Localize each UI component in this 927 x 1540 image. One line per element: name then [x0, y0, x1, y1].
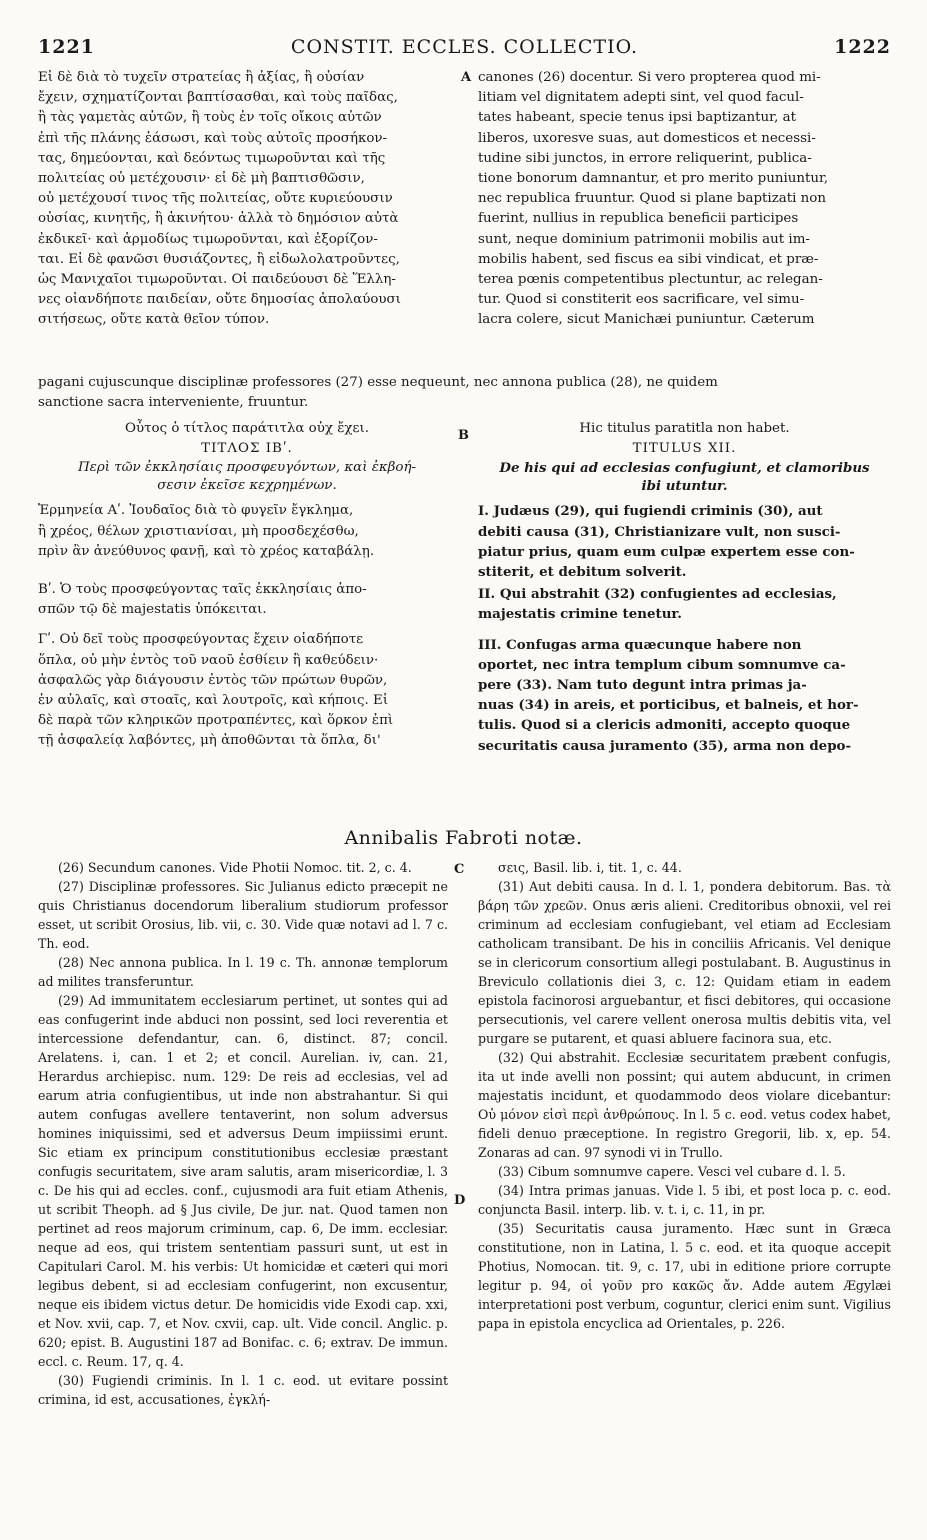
latin-text-line: tulis. Quod si a clericis admoniti, accepto quoque	[478, 717, 851, 734]
greek-text-line: σιτήσεως, οὔτε κατὰ θεῖον τύπον.	[38, 312, 270, 328]
greek-text-line: δὲ παρὰ τῶν κληρικῶν προτραπέντες, καὶ ὅρκον ἐπὶ	[38, 713, 394, 729]
latin-text-line: lacra colere, sicut Manichæi puniuntur. Cæterum	[478, 312, 815, 328]
footnote: (33) Cibum somnumve capere. Vesci vel cubare d. l. 5.	[498, 1164, 846, 1179]
footnote: (26) Secundum canones. Vide Photii Nomoc. tit. 2, c. 4.	[58, 860, 412, 875]
greek-text-line: οὐσίας, κινητῆς, ἢ ἀκινήτου· ἀλλὰ τὸ δημόσιον αὐτὰ	[38, 211, 399, 227]
latin-text-line: debiti causa (31), Christianizare vult, non susci-	[478, 523, 841, 540]
greek-title: ΤΙΤΛΟΣ ΙΒʹ.	[201, 441, 293, 457]
latin-subtitle-2: ibi utuntur.	[641, 478, 728, 495]
full-width-line-1: pagani cujuscunque disciplinæ professores (27) esse nequeunt, nec annona publica (28), ne quidem	[38, 375, 718, 390]
latin-text-line: tur. Quod si constiterit eos sacrificare, vel simu-	[478, 292, 805, 308]
greek-text-line: νες οἱανδήποτε παιδείαν, οὔτε δημοσίας ἀπολαύουσι	[38, 292, 401, 308]
greek-text-line: ἢ τὰς γαμετὰς αὐτῶν, ἢ τοὺς ἐν τοῖς οἴκοις αὐτῶν	[38, 110, 382, 126]
latin-text-line: I. Judæus (29), qui fugiendi criminis (30), aut	[478, 503, 823, 520]
latin-title-section	[478, 419, 891, 756]
latin-text-line: oportet, nec intra templum cibum somnumve ca-	[478, 656, 846, 673]
page-header	[38, 36, 891, 62]
latin-text-line: litiam vel dignitatem adepti sint, vel quod facul-	[478, 90, 804, 106]
latin-text-line: majestatis crimine tenetur.	[478, 606, 682, 623]
greek-text-line: ται. Εἰ δὲ φανῶσι θυσιάζοντες, ἢ εἰδωλολατροῦντες,	[38, 251, 400, 267]
greek-text-line: ἔχειν, σχηματίζονται βαπτίσασθαι, καὶ τοὺς παῖδας,	[38, 90, 398, 106]
latin-text-line: liberos, uxoresve suas, aut domesticos et necessi-	[478, 130, 816, 146]
margin-marker-b: B	[458, 428, 469, 443]
greek-text-line: ἐπὶ τῆς πλάνης ἐάσωσι, καὶ τοὺς αὐτοῖς προσήκον-	[38, 130, 388, 146]
greek-item-1	[38, 501, 456, 562]
greek-paratitla: Οὗτος ὁ τίτλος παράτιτλα οὐχ ἔχει.	[125, 421, 369, 436]
latin-column-top	[478, 68, 891, 331]
latin-text-line: sunt, neque dominium patrimonii mobilis aut im-	[478, 231, 810, 247]
notes-heading: Annibalis Fabroti notæ.	[344, 827, 583, 849]
greek-subtitle-2: σεσιν ἐκεῖσε κεχρημένων.	[157, 478, 337, 494]
latin-text-line: III. Confugas arma quæcunque habere non	[478, 636, 802, 653]
greek-text-line: ὡς Μανιχαῖοι τιμωροῦνται. Οἱ παιδεύουσι δὲ Ἕλλη-	[38, 272, 396, 288]
greek-text-line: πρὶν ἂν ἀνεύθυνος φανῇ, καὶ τὸ χρέος καταβάλῃ.	[38, 543, 375, 559]
greek-text-line: Βʹ. Ὁ τοὺς προσφεύγοντας ταῖς ἐκκλησίαις ἀπο-	[38, 582, 367, 598]
footnote: (29) Ad immunitatem ecclesiarum pertinet, ut sontes qui ad eas confugerint inde abduci non possint, sed loci reverentia et intercessione defendantur, can. 6, distinct. 87; concil. Arelatens. i, can. 1 et 2; et concil. Aurelian. iv, can. 21, Herardus archiepisc. num. 129: De reis ad ecclesias, vel ad earum atria confugientibus, ut inde non abstrahantur. Si qui autem confugas avellere tentaverint, non solum adversus homines iniquissimi, sed et adversus Deum impiissimi erunt. Sic etiam ex principum constitutionibus ecclesiæ præstant confugis securitatem, sive aram salutis, aram misericordiæ, l. 3 c. De his qui ad eccles. conf., cujusmodi ara fuit etiam Athenis, ut scribit Theoph. ad § Jus civile, De jur. nat. Quod tamen non pertinet ad reos majorum criminum, cap. 6, De imm. ecclesiar. neque ad eos, qui tristem sententiam passuri sunt, ut est in Capitulari Carol. M. his verbis: Ut homicidæ et cæteri qui mori legibus debent, si ad ecclesiam confugerint, non excusentur, neque eis ibidem victus detur. De homicidis vide Exodi cap. xxi, et Nov. xvii, cap. 7, et Nov. cxvii, cap. ult. Vide concil. Anglic. p. 620; epist. B. Augustini 187 ad Bonifac. c. 6; extrav. De immun. eccl. c. Reum. 17, q. 4.	[38, 993, 448, 1369]
greek-text-line: ὅπλα, οὐ μὴν ἐντὸς τοῦ ναοῦ ἐσθίειν ἢ καθεύδειν·	[38, 652, 379, 668]
greek-title-section	[38, 419, 456, 752]
greek-text-line: τῇ ἀσφαλείᾳ λαβόντες, μὴ ἀποθῶνται τὰ ὅπλα, δι'	[38, 733, 381, 749]
greek-text-line: ἐκδικεῖ· καὶ ἁρμοδίως τιμωροῦνται, καὶ ἐξορίζον-	[38, 231, 378, 247]
footnote: (32) Qui abstrahit. Ecclesiæ securitatem præbent confugis, ita ut inde avelli non possint; qui autem abducunt, in crimen majestatis incidunt, et quodammodo deos violare dicebantur: Οὐ μόνον εἰσὶ περὶ ἀνθρώπους. In l. 5 c. eod. vetus codex habet, fideli denuo præceptione. In registro Gregorii, lib. x, ep. 54. Zonaras ad can. 97 synodi vi in Trullo.	[478, 1050, 891, 1160]
latin-item-3	[478, 635, 891, 756]
footnote: (34) Intra primas januas. Vide l. 5 ibi, et post loca p. c. eod. conjuncta Basil. interp. lib. v. t. i, c. 11, in pr.	[478, 1183, 891, 1217]
latin-text-line: II. Qui abstrahit (32) confugientes ad ecclesias,	[478, 586, 837, 603]
latin-item-1	[478, 501, 891, 582]
latin-text-line: mobilis habent, sed fiscus ea sibi vindicat, et præ-	[478, 251, 819, 267]
latin-paratitla: Hic titulus paratitla non habet.	[579, 421, 790, 436]
greek-text-line: τας, δημεύονται, καὶ δεόντως τιμωροῦνται καὶ τῆς	[38, 150, 386, 166]
left-page-number: 1221	[38, 36, 95, 58]
greek-text-line: σπῶν τῷ δὲ majestatis ὑπόκειται.	[38, 602, 267, 618]
full-width-line-2: sanctione sacra interveniente, fruuntur.	[38, 395, 309, 410]
footnote: (31) Aut debiti causa. In d. l. 1, pondera debitorum. Bas. τὰ βάρη τῶν χρεῶν. Onus æris alieni. Creditoribus obnoxii, vel rei criminum ad ecclesiam confugiebant, vel etiam ad Ecclesiam catholicam transibant. De his in conciliis Africanis. Vel denique se in clericorum consortium allegi postulabant. B. Augustinus in Breviculo collationis diei 3, c. 12: Quidam etiam in eadem epistola facinorosi arguebantur, et fisci debitores, qui occasione persecutionis, vel carere vellent onerosa multis debitis vita, vel purgare se putarent, et quasi abluere facinora sua, etc.	[478, 879, 891, 1046]
footnote: (28) Nec annona publica. In l. 19 c. Th. annonæ templorum ad milites transferuntur.	[38, 955, 448, 989]
footnote: (35) Securitatis causa juramento. Hæc sunt in Græca constitutione, non in Latina, l. 5 c. eod. et ita quoque accepit Photius, Nomocan. tit. 9, c. 17, ubi in editione priore corrupte legitur p. 94, οἱ γοῦν pro κακῶς ἄν. Adde autem Ægylæi interpretationi post verbum, coguntur, clerici enim sunt. Vigilius papa in epistola encyclica ad Orientales, p. 226.	[478, 1221, 891, 1331]
latin-text-line: canones (26) docentur. Si vero propterea quod mi-	[478, 70, 821, 85]
right-page-number: 1222	[834, 36, 891, 58]
greek-column-top	[38, 68, 456, 331]
greek-text-line: Γʹ. Οὐ δεῖ τοὺς προσφεύγοντας ἔχειν οἱαδήποτε	[38, 632, 364, 648]
notes-right-column	[478, 858, 891, 1333]
latin-text-line: terea pœnis competentibus plectuntur, ac relegan-	[478, 272, 823, 288]
greek-text-line: πολιτείας οὐ μετέχουσιν· εἰ δὲ μὴ βαπτισθῶσιν,	[38, 171, 365, 187]
latin-title: TITULUS XII.	[632, 441, 737, 457]
latin-text-line: stiterit, et debitum solverit.	[478, 564, 687, 581]
latin-text-line: tates habeant, specie tenus ipsi baptizantur, at	[478, 110, 796, 126]
footnote: (27) Disciplinæ professores. Sic Julianus edicto præcepit ne quis Christianus docendorum liberalium studiorum professor esset, ut scribit Orosius, lib. vii, c. 30. Vide quæ notavi ad l. 7 c. Th. eod.	[38, 879, 448, 951]
latin-text-line: nec republica fruuntur. Quod si plane baptizati non	[478, 191, 826, 207]
latin-subtitle-1: De his qui ad ecclesias confugiunt, et clamoribus	[499, 460, 870, 477]
margin-marker-d: D	[454, 1193, 466, 1208]
footnote: σεις, Basil. lib. i, tit. 1, c. 44.	[498, 860, 682, 875]
latin-text-line: tione bonorum damnantur, et pro merito puniuntur,	[478, 171, 829, 187]
notes-left-column	[38, 858, 448, 1409]
greek-text-line: ἢ χρέος, θέλων χριστιανίσαι, μὴ προσδεχέσθω,	[38, 523, 359, 539]
latin-text-line: fuerint, nullius in republica beneficii participes	[478, 211, 799, 227]
greek-item-2	[38, 580, 456, 620]
greek-text-line: ἀσφαλῶς γὰρ διάγουσιν ἐντὸς τῶν πρώτων θυρῶν,	[38, 672, 388, 688]
greek-text-line: οὐ μετέχουσί τινος τῆς πολιτείας, οὔτε κυριεύουσιν	[38, 191, 393, 207]
margin-marker-a: A	[461, 70, 472, 85]
latin-text-line: piatur prius, quam eum culpæ expertem esse con-	[478, 543, 855, 560]
greek-text-line: Ἑρμηνεία Αʹ. Ἰουδαῖος διὰ τὸ φυγεῖν ἔγκλημα,	[38, 503, 354, 519]
greek-subtitle-1: Περὶ τῶν ἐκκλησίαις προσφευγόντων, καὶ ἐκβοή-	[77, 460, 417, 476]
footnote: (30) Fugiendi criminis. In l. 1 c. eod. ut evitare possint crimina, id est, accusationes, ἐγκλή-	[38, 1373, 448, 1407]
greek-item-3	[38, 630, 456, 751]
latin-text-line: securitatis causa juramento (35), arma non depo-	[478, 737, 852, 754]
latin-item-2	[478, 584, 891, 624]
greek-text-line: ἐν αὐλαῖς, καὶ στοαῖς, καὶ λουτροῖς, καὶ κήποις. Εἰ	[38, 693, 389, 709]
latin-text-line: pere (33). Nam tuto degunt intra primas ja-	[478, 677, 807, 694]
latin-text-line: tudine sibi junctos, in errore reliquerint, publica-	[478, 150, 812, 166]
greek-text-line: Εἰ δὲ διὰ τὸ τυχεῖν στρατείας ἢ ἀξίας, ἢ οὐσίαν	[38, 70, 365, 85]
latin-text-line: nuas (34) in areis, et porticibus, et balneis, et hor-	[478, 697, 859, 714]
margin-marker-c: C	[454, 862, 465, 877]
running-title: CONSTIT. ECCLES. COLLECTIO.	[290, 36, 639, 58]
